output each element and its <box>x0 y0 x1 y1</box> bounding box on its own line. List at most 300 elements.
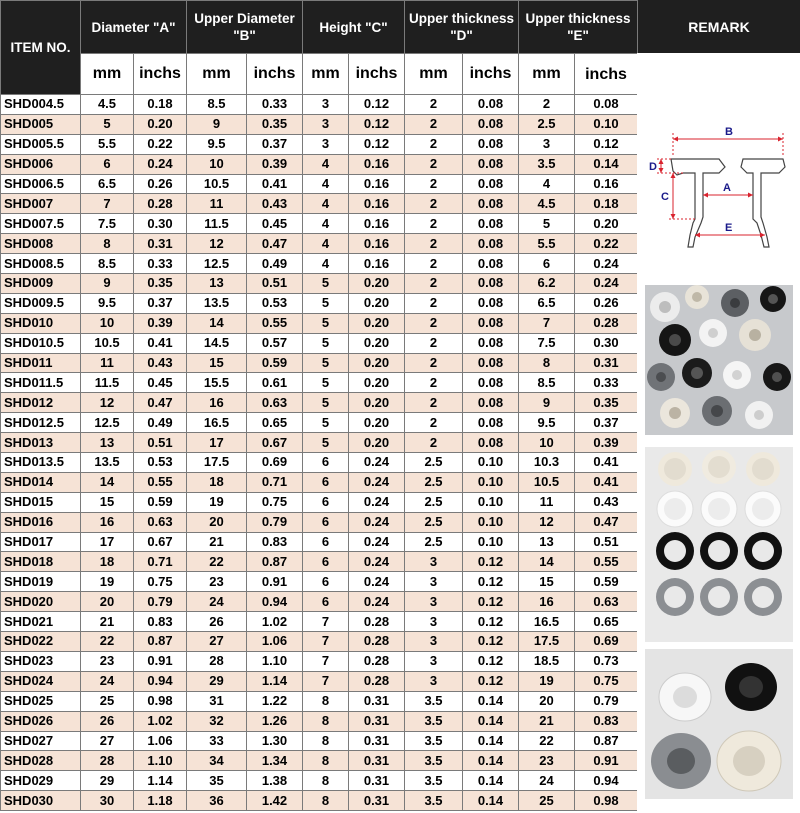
table-row <box>1 293 638 313</box>
upper-thickness-e-inch-cell: 0.30 <box>575 333 638 353</box>
diameter-a-inch-cell: 0.67 <box>134 532 187 552</box>
diameter-a-inch-cell: 1.18 <box>134 791 187 811</box>
upper-diameter-b-mm-cell: 8.5 <box>187 95 247 115</box>
diameter-a-mm-cell: 8 <box>81 234 134 254</box>
item-no-cell: SHD027 <box>1 731 81 751</box>
upper-thickness-d-mm-cell: 2 <box>405 373 463 393</box>
upper-thickness-d-mm-cell: 3.5 <box>405 771 463 791</box>
diameter-a-inch-cell: 0.94 <box>134 671 187 691</box>
item-no-cell: SHD004.5 <box>1 95 81 115</box>
diameter-a-mm-cell: 21 <box>81 612 134 632</box>
upper-thickness-d-mm-cell: 2.5 <box>405 492 463 512</box>
header-row <box>1 1 638 54</box>
table-row <box>1 632 638 652</box>
upper-diameter-b-inch-cell: 1.10 <box>247 651 303 671</box>
height-c-inch-cell: 0.24 <box>349 532 405 552</box>
upper-thickness-d-inch-cell: 0.14 <box>463 771 519 791</box>
item-no-cell: SHD029 <box>1 771 81 791</box>
height-c-inch-cell: 0.20 <box>349 433 405 453</box>
height-c-mm-cell: 6 <box>303 492 349 512</box>
upper-thickness-e-mm-cell: 10.5 <box>519 472 575 492</box>
remark-header: REMARK <box>637 0 800 53</box>
table-row <box>1 413 638 433</box>
upper-thickness-d-inch-cell: 0.08 <box>463 293 519 313</box>
height-c-inch-cell: 0.31 <box>349 751 405 771</box>
upper-diameter-b-inch-cell: 0.75 <box>247 492 303 512</box>
height-c-inch-cell: 0.16 <box>349 254 405 274</box>
upper-thickness-d-mm-cell: 3 <box>405 651 463 671</box>
upper-thickness-d-mm-cell: 3.5 <box>405 791 463 811</box>
diagram-label-c: C <box>661 191 669 203</box>
height-c-mm-cell: 4 <box>303 174 349 194</box>
table-row <box>1 651 638 671</box>
product-photo-scattered <box>645 285 793 435</box>
upper-thickness-d-mm-cell: 3.5 <box>405 751 463 771</box>
item-no-cell: SHD011.5 <box>1 373 81 393</box>
upper-diameter-b-inch-cell: 0.79 <box>247 512 303 532</box>
height-c-mm-cell: 6 <box>303 592 349 612</box>
diameter-a-mm-cell: 11 <box>81 353 134 373</box>
diameter-a-mm-cell: 15 <box>81 492 134 512</box>
height-c-inch-cell: 0.16 <box>349 194 405 214</box>
upper-diameter-b-mm-cell: 14 <box>187 313 247 333</box>
upper-thickness-d-mm-cell: 2.5 <box>405 532 463 552</box>
diameter-a-mm-cell: 5 <box>81 114 134 134</box>
upper-thickness-e-inch-cell: 0.47 <box>575 512 638 532</box>
unit-mm: mm <box>519 54 575 95</box>
diameter-a-inch-cell: 0.51 <box>134 433 187 453</box>
height-c-mm-cell: 8 <box>303 771 349 791</box>
height-c-inch-cell: 0.12 <box>349 134 405 154</box>
upper-diameter-b-inch-cell: 0.61 <box>247 373 303 393</box>
diameter-a-mm-cell: 6.5 <box>81 174 134 194</box>
height-c-inch-cell: 0.20 <box>349 333 405 353</box>
upper-thickness-d-inch-cell: 0.08 <box>463 333 519 353</box>
height-c-mm-cell: 5 <box>303 333 349 353</box>
upper-thickness-d-mm-cell: 3.5 <box>405 711 463 731</box>
upper-thickness-e-inch-cell: 0.87 <box>575 731 638 751</box>
table-row <box>1 194 638 214</box>
unit-mm: mm <box>303 54 349 95</box>
diameter-a-inch-cell: 0.59 <box>134 492 187 512</box>
upper-thickness-e-mm-cell: 20 <box>519 691 575 711</box>
upper-diameter-b-mm-cell: 29 <box>187 671 247 691</box>
height-c-mm-cell: 4 <box>303 234 349 254</box>
diameter-a-inch-cell: 0.71 <box>134 552 187 572</box>
diameter-a-inch-cell: 0.91 <box>134 651 187 671</box>
diameter-a-inch-cell: 0.37 <box>134 293 187 313</box>
upper-thickness-d-mm-cell: 2 <box>405 274 463 294</box>
upper-thickness-d-inch-cell: 0.08 <box>463 313 519 333</box>
upper-thickness-d-inch-cell: 0.14 <box>463 691 519 711</box>
item-no-cell: SHD012.5 <box>1 413 81 433</box>
upper-thickness-e-mm-cell: 9 <box>519 393 575 413</box>
upper-thickness-e-mm-cell: 13 <box>519 532 575 552</box>
upper-diameter-b-inch-cell: 0.53 <box>247 293 303 313</box>
upper-thickness-d-inch-cell: 0.10 <box>463 532 519 552</box>
diameter-a-header: Diameter "A" <box>81 1 187 54</box>
height-c-inch-cell: 0.20 <box>349 313 405 333</box>
upper-thickness-e-inch-cell: 0.20 <box>575 214 638 234</box>
item-no-cell: SHD012 <box>1 393 81 413</box>
remark-panel <box>637 53 800 813</box>
upper-thickness-d-mm-cell: 2.5 <box>405 512 463 532</box>
unit-inchs: inchs <box>247 54 303 95</box>
table-row <box>1 433 638 453</box>
upper-thickness-e-mm-cell: 16 <box>519 592 575 612</box>
upper-diameter-b-inch-cell: 0.43 <box>247 194 303 214</box>
grommet-grid <box>656 450 782 616</box>
upper-diameter-b-inch-cell: 1.22 <box>247 691 303 711</box>
diameter-a-mm-cell: 16 <box>81 512 134 532</box>
upper-diameter-b-inch-cell: 0.35 <box>247 114 303 134</box>
upper-thickness-e-inch-cell: 0.41 <box>575 453 638 473</box>
upper-thickness-d-inch-cell: 0.08 <box>463 353 519 373</box>
unit-inchs: inchs <box>463 54 519 95</box>
upper-thickness-d-inch-cell: 0.12 <box>463 612 519 632</box>
upper-diameter-b-mm-cell: 23 <box>187 572 247 592</box>
dimension-arrows <box>659 137 784 238</box>
height-c-inch-cell: 0.20 <box>349 373 405 393</box>
height-c-mm-cell: 4 <box>303 254 349 274</box>
upper-thickness-e-mm-cell: 14 <box>519 552 575 572</box>
diameter-a-mm-cell: 20 <box>81 592 134 612</box>
upper-diameter-b-inch-cell: 0.39 <box>247 154 303 174</box>
upper-diameter-b-mm-cell: 16.5 <box>187 413 247 433</box>
diameter-a-mm-cell: 26 <box>81 711 134 731</box>
upper-thickness-d-mm-cell: 2 <box>405 95 463 115</box>
height-c-inch-cell: 0.16 <box>349 214 405 234</box>
height-c-mm-cell: 6 <box>303 572 349 592</box>
unit-mm: mm <box>81 54 134 95</box>
upper-thickness-d-mm-cell: 2 <box>405 413 463 433</box>
item-no-cell: SHD010.5 <box>1 333 81 353</box>
upper-thickness-d-inch-cell: 0.08 <box>463 433 519 453</box>
upper-diameter-b-header: Upper Diameter "B" <box>187 1 303 54</box>
item-no-cell: SHD009.5 <box>1 293 81 313</box>
upper-thickness-d-inch-cell: 0.08 <box>463 413 519 433</box>
height-c-inch-cell: 0.12 <box>349 95 405 115</box>
upper-diameter-b-inch-cell: 1.34 <box>247 751 303 771</box>
height-c-inch-cell: 0.24 <box>349 512 405 532</box>
upper-thickness-e-mm-cell: 3 <box>519 134 575 154</box>
upper-thickness-e-mm-cell: 10.3 <box>519 453 575 473</box>
upper-thickness-e-inch-cell: 0.16 <box>575 174 638 194</box>
height-c-mm-cell: 8 <box>303 731 349 751</box>
upper-diameter-b-mm-cell: 36 <box>187 791 247 811</box>
height-c-mm-cell: 6 <box>303 453 349 473</box>
upper-diameter-b-mm-cell: 12.5 <box>187 254 247 274</box>
height-c-inch-cell: 0.31 <box>349 791 405 811</box>
upper-thickness-e-mm-cell: 8.5 <box>519 373 575 393</box>
item-no-cell: SHD016 <box>1 512 81 532</box>
item-no-cell: SHD013 <box>1 433 81 453</box>
upper-diameter-b-inch-cell: 1.26 <box>247 711 303 731</box>
upper-thickness-d-mm-cell: 2 <box>405 293 463 313</box>
table-row <box>1 711 638 731</box>
upper-thickness-d-mm-cell: 3 <box>405 612 463 632</box>
upper-thickness-d-inch-cell: 0.14 <box>463 751 519 771</box>
upper-diameter-b-inch-cell: 1.02 <box>247 612 303 632</box>
upper-thickness-d-inch-cell: 0.08 <box>463 194 519 214</box>
item-no-cell: SHD026 <box>1 711 81 731</box>
item-no-cell: SHD006.5 <box>1 174 81 194</box>
item-no-cell: SHD005.5 <box>1 134 81 154</box>
diameter-a-mm-cell: 7.5 <box>81 214 134 234</box>
upper-thickness-d-mm-cell: 2 <box>405 313 463 333</box>
upper-diameter-b-mm-cell: 18 <box>187 472 247 492</box>
item-no-header: ITEM NO. <box>1 1 81 95</box>
upper-diameter-b-mm-cell: 34 <box>187 751 247 771</box>
diameter-a-mm-cell: 9 <box>81 274 134 294</box>
dimension-diagram <box>643 127 793 277</box>
upper-diameter-b-inch-cell: 0.37 <box>247 134 303 154</box>
table-row <box>1 353 638 373</box>
table-row <box>1 95 638 115</box>
table-row <box>1 512 638 532</box>
height-c-mm-cell: 8 <box>303 711 349 731</box>
diameter-a-inch-cell: 0.55 <box>134 472 187 492</box>
diameter-a-inch-cell: 1.06 <box>134 731 187 751</box>
upper-thickness-e-inch-cell: 0.98 <box>575 791 638 811</box>
upper-thickness-d-inch-cell: 0.08 <box>463 234 519 254</box>
upper-diameter-b-inch-cell: 0.49 <box>247 254 303 274</box>
diameter-a-mm-cell: 13.5 <box>81 453 134 473</box>
upper-thickness-d-inch-cell: 0.08 <box>463 214 519 234</box>
diameter-a-inch-cell: 0.98 <box>134 691 187 711</box>
upper-thickness-e-inch-cell: 0.73 <box>575 651 638 671</box>
upper-thickness-d-inch-cell: 0.14 <box>463 711 519 731</box>
table-body <box>1 95 638 811</box>
table-row <box>1 791 638 811</box>
upper-diameter-b-mm-cell: 16 <box>187 393 247 413</box>
table-row <box>1 134 638 154</box>
upper-diameter-b-inch-cell: 0.87 <box>247 552 303 572</box>
upper-thickness-d-mm-cell: 2 <box>405 234 463 254</box>
unit-mm: mm <box>405 54 463 95</box>
diameter-a-mm-cell: 6 <box>81 154 134 174</box>
item-no-cell: SHD009 <box>1 274 81 294</box>
upper-thickness-e-inch-cell: 0.18 <box>575 194 638 214</box>
diameter-a-mm-cell: 30 <box>81 791 134 811</box>
height-c-inch-cell: 0.20 <box>349 413 405 433</box>
height-c-mm-cell: 8 <box>303 691 349 711</box>
upper-diameter-b-inch-cell: 0.45 <box>247 214 303 234</box>
product-photo-grid <box>645 447 793 642</box>
height-c-header: Height "C" <box>303 1 405 54</box>
upper-thickness-d-inch-cell: 0.08 <box>463 274 519 294</box>
table-row <box>1 492 638 512</box>
item-no-cell: SHD010 <box>1 313 81 333</box>
item-no-cell: SHD025 <box>1 691 81 711</box>
item-no-cell: SHD020 <box>1 592 81 612</box>
height-c-mm-cell: 5 <box>303 313 349 333</box>
upper-thickness-e-inch-cell: 0.59 <box>575 572 638 592</box>
upper-thickness-d-inch-cell: 0.08 <box>463 393 519 413</box>
height-c-inch-cell: 0.20 <box>349 293 405 313</box>
table-row <box>1 453 638 473</box>
upper-thickness-e-mm-cell: 4 <box>519 174 575 194</box>
upper-diameter-b-inch-cell: 0.63 <box>247 393 303 413</box>
upper-thickness-e-inch-cell: 0.63 <box>575 592 638 612</box>
upper-thickness-d-mm-cell: 3 <box>405 572 463 592</box>
upper-thickness-d-mm-cell: 3 <box>405 671 463 691</box>
item-no-cell: SHD023 <box>1 651 81 671</box>
upper-thickness-e-inch-cell: 0.65 <box>575 612 638 632</box>
upper-thickness-e-inch-cell: 0.79 <box>575 691 638 711</box>
upper-diameter-b-inch-cell: 0.59 <box>247 353 303 373</box>
height-c-inch-cell: 0.28 <box>349 632 405 652</box>
upper-diameter-b-mm-cell: 9 <box>187 114 247 134</box>
height-c-inch-cell: 0.31 <box>349 711 405 731</box>
diameter-a-inch-cell: 0.35 <box>134 274 187 294</box>
height-c-mm-cell: 5 <box>303 393 349 413</box>
height-c-mm-cell: 5 <box>303 433 349 453</box>
diameter-a-mm-cell: 29 <box>81 771 134 791</box>
upper-thickness-e-inch-cell: 0.35 <box>575 393 638 413</box>
table-row <box>1 552 638 572</box>
upper-diameter-b-mm-cell: 13 <box>187 274 247 294</box>
diameter-a-mm-cell: 24 <box>81 671 134 691</box>
height-c-inch-cell: 0.31 <box>349 771 405 791</box>
upper-thickness-d-inch-cell: 0.10 <box>463 492 519 512</box>
unit-row <box>1 54 638 95</box>
item-no-cell: SHD018 <box>1 552 81 572</box>
upper-thickness-d-mm-cell: 3.5 <box>405 731 463 751</box>
upper-thickness-d-mm-cell: 2 <box>405 353 463 373</box>
upper-thickness-d-mm-cell: 2 <box>405 114 463 134</box>
diameter-a-inch-cell: 1.10 <box>134 751 187 771</box>
upper-thickness-d-inch-cell: 0.12 <box>463 552 519 572</box>
height-c-inch-cell: 0.24 <box>349 552 405 572</box>
upper-thickness-e-mm-cell: 11 <box>519 492 575 512</box>
item-no-cell: SHD007.5 <box>1 214 81 234</box>
diameter-a-inch-cell: 0.87 <box>134 632 187 652</box>
diameter-a-inch-cell: 0.49 <box>134 413 187 433</box>
height-c-inch-cell: 0.16 <box>349 174 405 194</box>
table-row <box>1 532 638 552</box>
height-c-mm-cell: 7 <box>303 651 349 671</box>
upper-diameter-b-mm-cell: 14.5 <box>187 333 247 353</box>
unit-mm: mm <box>187 54 247 95</box>
table-row <box>1 691 638 711</box>
upper-diameter-b-mm-cell: 27 <box>187 632 247 652</box>
upper-thickness-e-mm-cell: 19 <box>519 671 575 691</box>
height-c-inch-cell: 0.24 <box>349 492 405 512</box>
height-c-mm-cell: 3 <box>303 114 349 134</box>
upper-thickness-d-inch-cell: 0.12 <box>463 572 519 592</box>
item-no-cell: SHD028 <box>1 751 81 771</box>
upper-thickness-d-mm-cell: 2 <box>405 214 463 234</box>
upper-thickness-e-inch-cell: 0.26 <box>575 293 638 313</box>
upper-thickness-e-mm-cell: 7 <box>519 313 575 333</box>
diameter-a-mm-cell: 19 <box>81 572 134 592</box>
table-row <box>1 154 638 174</box>
table-row <box>1 333 638 353</box>
upper-thickness-e-mm-cell: 24 <box>519 771 575 791</box>
upper-diameter-b-mm-cell: 22 <box>187 552 247 572</box>
height-c-mm-cell: 6 <box>303 512 349 532</box>
item-no-cell: SHD021 <box>1 612 81 632</box>
upper-thickness-e-inch-cell: 0.55 <box>575 552 638 572</box>
table-row <box>1 234 638 254</box>
upper-diameter-b-inch-cell: 1.06 <box>247 632 303 652</box>
diameter-a-mm-cell: 8.5 <box>81 254 134 274</box>
upper-thickness-d-inch-cell: 0.08 <box>463 373 519 393</box>
upper-thickness-e-inch-cell: 0.28 <box>575 313 638 333</box>
diameter-a-mm-cell: 22 <box>81 632 134 652</box>
height-c-mm-cell: 4 <box>303 194 349 214</box>
upper-diameter-b-inch-cell: 0.47 <box>247 234 303 254</box>
height-c-inch-cell: 0.12 <box>349 114 405 134</box>
item-no-cell: SHD013.5 <box>1 453 81 473</box>
upper-thickness-d-inch-cell: 0.08 <box>463 95 519 115</box>
upper-diameter-b-inch-cell: 0.51 <box>247 274 303 294</box>
upper-thickness-e-mm-cell: 2.5 <box>519 114 575 134</box>
item-no-cell: SHD008 <box>1 234 81 254</box>
upper-thickness-d-mm-cell: 3.5 <box>405 691 463 711</box>
upper-thickness-e-inch-cell: 0.14 <box>575 154 638 174</box>
upper-diameter-b-inch-cell: 0.69 <box>247 453 303 473</box>
diameter-a-inch-cell: 0.47 <box>134 393 187 413</box>
diameter-a-inch-cell: 0.22 <box>134 134 187 154</box>
height-c-mm-cell: 8 <box>303 751 349 771</box>
item-no-cell: SHD017 <box>1 532 81 552</box>
table-row <box>1 373 638 393</box>
upper-diameter-b-inch-cell: 1.42 <box>247 791 303 811</box>
table-row <box>1 254 638 274</box>
height-c-inch-cell: 0.16 <box>349 234 405 254</box>
upper-thickness-e-inch-cell: 0.69 <box>575 632 638 652</box>
upper-thickness-e-mm-cell: 5 <box>519 214 575 234</box>
table-row <box>1 274 638 294</box>
upper-thickness-e-inch-cell: 0.94 <box>575 771 638 791</box>
upper-thickness-d-inch-cell: 0.12 <box>463 651 519 671</box>
upper-thickness-e-mm-cell: 12 <box>519 512 575 532</box>
item-no-cell: SHD030 <box>1 791 81 811</box>
height-c-mm-cell: 4 <box>303 154 349 174</box>
upper-thickness-e-inch-cell: 0.08 <box>575 95 638 115</box>
diameter-a-mm-cell: 23 <box>81 651 134 671</box>
upper-diameter-b-mm-cell: 10 <box>187 154 247 174</box>
upper-diameter-b-mm-cell: 11 <box>187 194 247 214</box>
diameter-a-inch-cell: 0.79 <box>134 592 187 612</box>
diameter-a-inch-cell: 1.14 <box>134 771 187 791</box>
upper-diameter-b-inch-cell: 0.65 <box>247 413 303 433</box>
upper-thickness-d-inch-cell: 0.08 <box>463 154 519 174</box>
upper-thickness-e-inch-cell: 0.33 <box>575 373 638 393</box>
item-no-cell: SHD024 <box>1 671 81 691</box>
upper-diameter-b-mm-cell: 12 <box>187 234 247 254</box>
upper-diameter-b-inch-cell: 1.30 <box>247 731 303 751</box>
height-c-mm-cell: 5 <box>303 353 349 373</box>
upper-thickness-d-mm-cell: 2 <box>405 154 463 174</box>
upper-thickness-d-mm-cell: 3 <box>405 592 463 612</box>
upper-diameter-b-mm-cell: 21 <box>187 532 247 552</box>
upper-diameter-b-inch-cell: 0.55 <box>247 313 303 333</box>
diameter-a-inch-cell: 0.20 <box>134 114 187 134</box>
upper-thickness-e-mm-cell: 10 <box>519 433 575 453</box>
table-row <box>1 472 638 492</box>
upper-thickness-e-inch-cell: 0.24 <box>575 254 638 274</box>
height-c-mm-cell: 6 <box>303 532 349 552</box>
upper-thickness-e-inch-cell: 0.10 <box>575 114 638 134</box>
diameter-a-mm-cell: 7 <box>81 194 134 214</box>
upper-thickness-e-mm-cell: 8 <box>519 353 575 373</box>
upper-thickness-e-mm-cell: 6.2 <box>519 274 575 294</box>
upper-thickness-d-inch-cell: 0.12 <box>463 592 519 612</box>
upper-thickness-e-inch-cell: 0.39 <box>575 433 638 453</box>
